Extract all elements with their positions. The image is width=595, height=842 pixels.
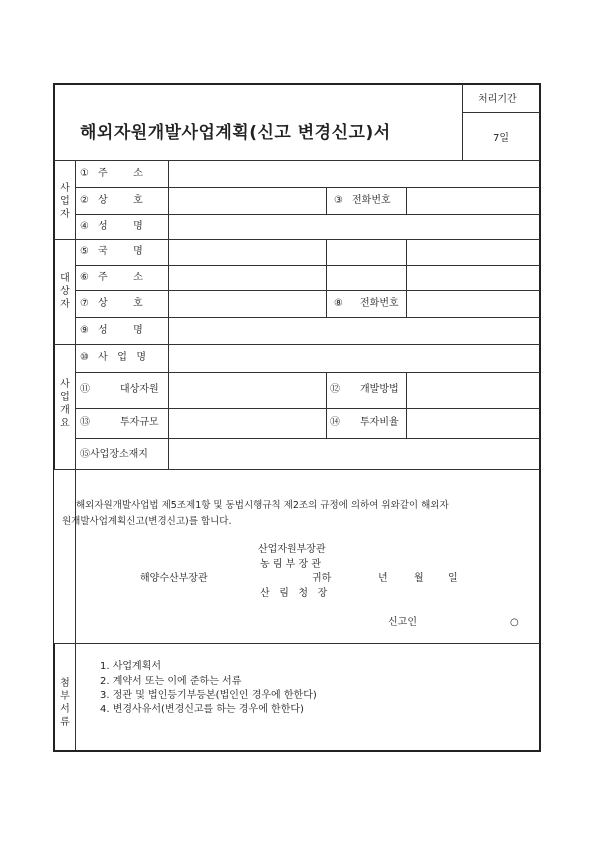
declaration-line-1: 해외자원개발사업법 제5조제1항 및 동법시행규칙 제2조의 규정에 의하여 위와같이 해외자 xyxy=(76,500,449,511)
section-partner-label xyxy=(55,272,75,311)
section-label-char: 개 xyxy=(60,405,70,416)
field-num: ⑧ xyxy=(334,298,343,309)
section-label-char: 자 xyxy=(60,209,70,220)
mask xyxy=(54,470,75,643)
processing-period-value: 7일 xyxy=(493,133,510,144)
section-label-char: 요 xyxy=(60,418,70,429)
date-month: 월 xyxy=(414,573,424,584)
divider xyxy=(168,160,169,239)
divider xyxy=(326,239,327,317)
section-label-char: 상 xyxy=(60,286,70,297)
divider xyxy=(54,643,540,644)
divider xyxy=(406,187,407,214)
divider xyxy=(76,187,540,188)
section-label-char: 사 xyxy=(60,183,70,194)
field-num: ⑮ xyxy=(80,449,90,460)
section-attachments-label xyxy=(55,677,75,729)
divider xyxy=(54,469,540,470)
divider xyxy=(462,112,540,113)
attachment-item: 3. 정관 및 법인등기부등본(법인인 경우에 한한다) xyxy=(100,690,317,701)
divider xyxy=(54,239,540,240)
divider xyxy=(76,372,540,373)
divider xyxy=(406,239,407,317)
recipient-4: 산 림 청 장 xyxy=(260,588,328,599)
field-label-phone: 전화번호 xyxy=(360,298,399,309)
processing-period-label: 처리기간 xyxy=(478,94,517,105)
section-operator-label xyxy=(55,182,75,221)
reporter-label: 신고인 xyxy=(388,617,417,628)
field-num: ③ xyxy=(334,195,343,206)
field-label-address: 주 소 xyxy=(98,168,143,179)
section-label-char: 업 xyxy=(60,196,70,207)
field-num: ⑩ xyxy=(80,352,89,363)
field-label-site-location: 사업장소재지 xyxy=(90,449,148,460)
field-label-name: 성 명 xyxy=(98,325,143,336)
divider xyxy=(168,344,169,469)
field-label-company: 상 호 xyxy=(98,195,143,206)
field-num: ④ xyxy=(80,221,89,232)
divider xyxy=(76,438,540,439)
field-label-name: 성 명 xyxy=(98,221,143,232)
section-label-char: 서 xyxy=(60,704,70,715)
section-label-char: 첨 xyxy=(60,678,70,689)
field-label-investment-ratio: 투자비율 xyxy=(360,417,399,428)
field-label-development-method: 개발방법 xyxy=(360,384,399,395)
field-num: ⑦ xyxy=(80,298,89,309)
divider xyxy=(54,160,540,161)
field-num: ⑫ xyxy=(330,384,340,395)
date-day: 일 xyxy=(448,573,458,584)
divider xyxy=(168,239,169,344)
field-label-target-resource: 대상자원 xyxy=(120,384,159,395)
divider xyxy=(326,372,327,438)
divider xyxy=(76,214,540,215)
section-label-char: 부 xyxy=(60,691,70,702)
divider xyxy=(54,344,540,345)
field-label-address: 주 소 xyxy=(98,272,143,283)
section-label-char: 류 xyxy=(60,717,70,728)
field-label-company: 상 호 xyxy=(98,298,143,309)
attachment-item: 4. 변경사유서(변경신고를 하는 경우에 한한다) xyxy=(100,704,304,715)
field-num: ⑨ xyxy=(80,325,89,336)
recipient-2: 농 림 부 장 관 xyxy=(260,559,322,570)
field-num: ⑤ xyxy=(80,246,89,257)
recipient-3: 귀하 xyxy=(312,573,332,584)
divider xyxy=(75,160,76,750)
section-label-char: 업 xyxy=(60,392,70,403)
date-year: 년 xyxy=(378,573,388,584)
section-label-char: 대 xyxy=(60,273,70,284)
field-num: ⑪ xyxy=(80,384,90,395)
field-label-project-name: 사 업 명 xyxy=(98,352,147,363)
field-num: ① xyxy=(80,168,89,179)
divider xyxy=(76,290,540,291)
field-num: ⑥ xyxy=(80,272,89,283)
attachment-item: 2. 계약서 또는 이에 준하는 서류 xyxy=(100,676,242,687)
field-label-country: 국 명 xyxy=(98,246,143,257)
divider xyxy=(76,317,540,318)
field-label-investment-scale: 투자규모 xyxy=(120,417,159,428)
divider xyxy=(76,408,540,409)
section-label-char: 사 xyxy=(60,379,70,390)
section-label-char: 자 xyxy=(60,299,70,310)
page-title: 해외자원개발사업계획(신고 변경신고)서 xyxy=(80,123,391,143)
field-label-phone: 전화번호 xyxy=(352,195,391,206)
seal-mark: ○ xyxy=(510,617,519,628)
divider xyxy=(326,187,327,214)
field-num: ② xyxy=(80,195,89,206)
divider xyxy=(462,84,463,160)
declaration-line-2: 원개발사업계획신고(변경신고)를 합니다. xyxy=(62,516,232,527)
recipient-left: 해양수산부장관 xyxy=(140,573,208,584)
field-num: ⑭ xyxy=(330,417,340,428)
recipient-1: 산업자원부장관 xyxy=(258,544,326,555)
field-num: ⑬ xyxy=(80,417,90,428)
divider xyxy=(76,265,540,266)
attachment-item: 1. 사업계획서 xyxy=(100,661,162,672)
divider xyxy=(406,372,407,438)
section-overview-label xyxy=(55,378,75,430)
